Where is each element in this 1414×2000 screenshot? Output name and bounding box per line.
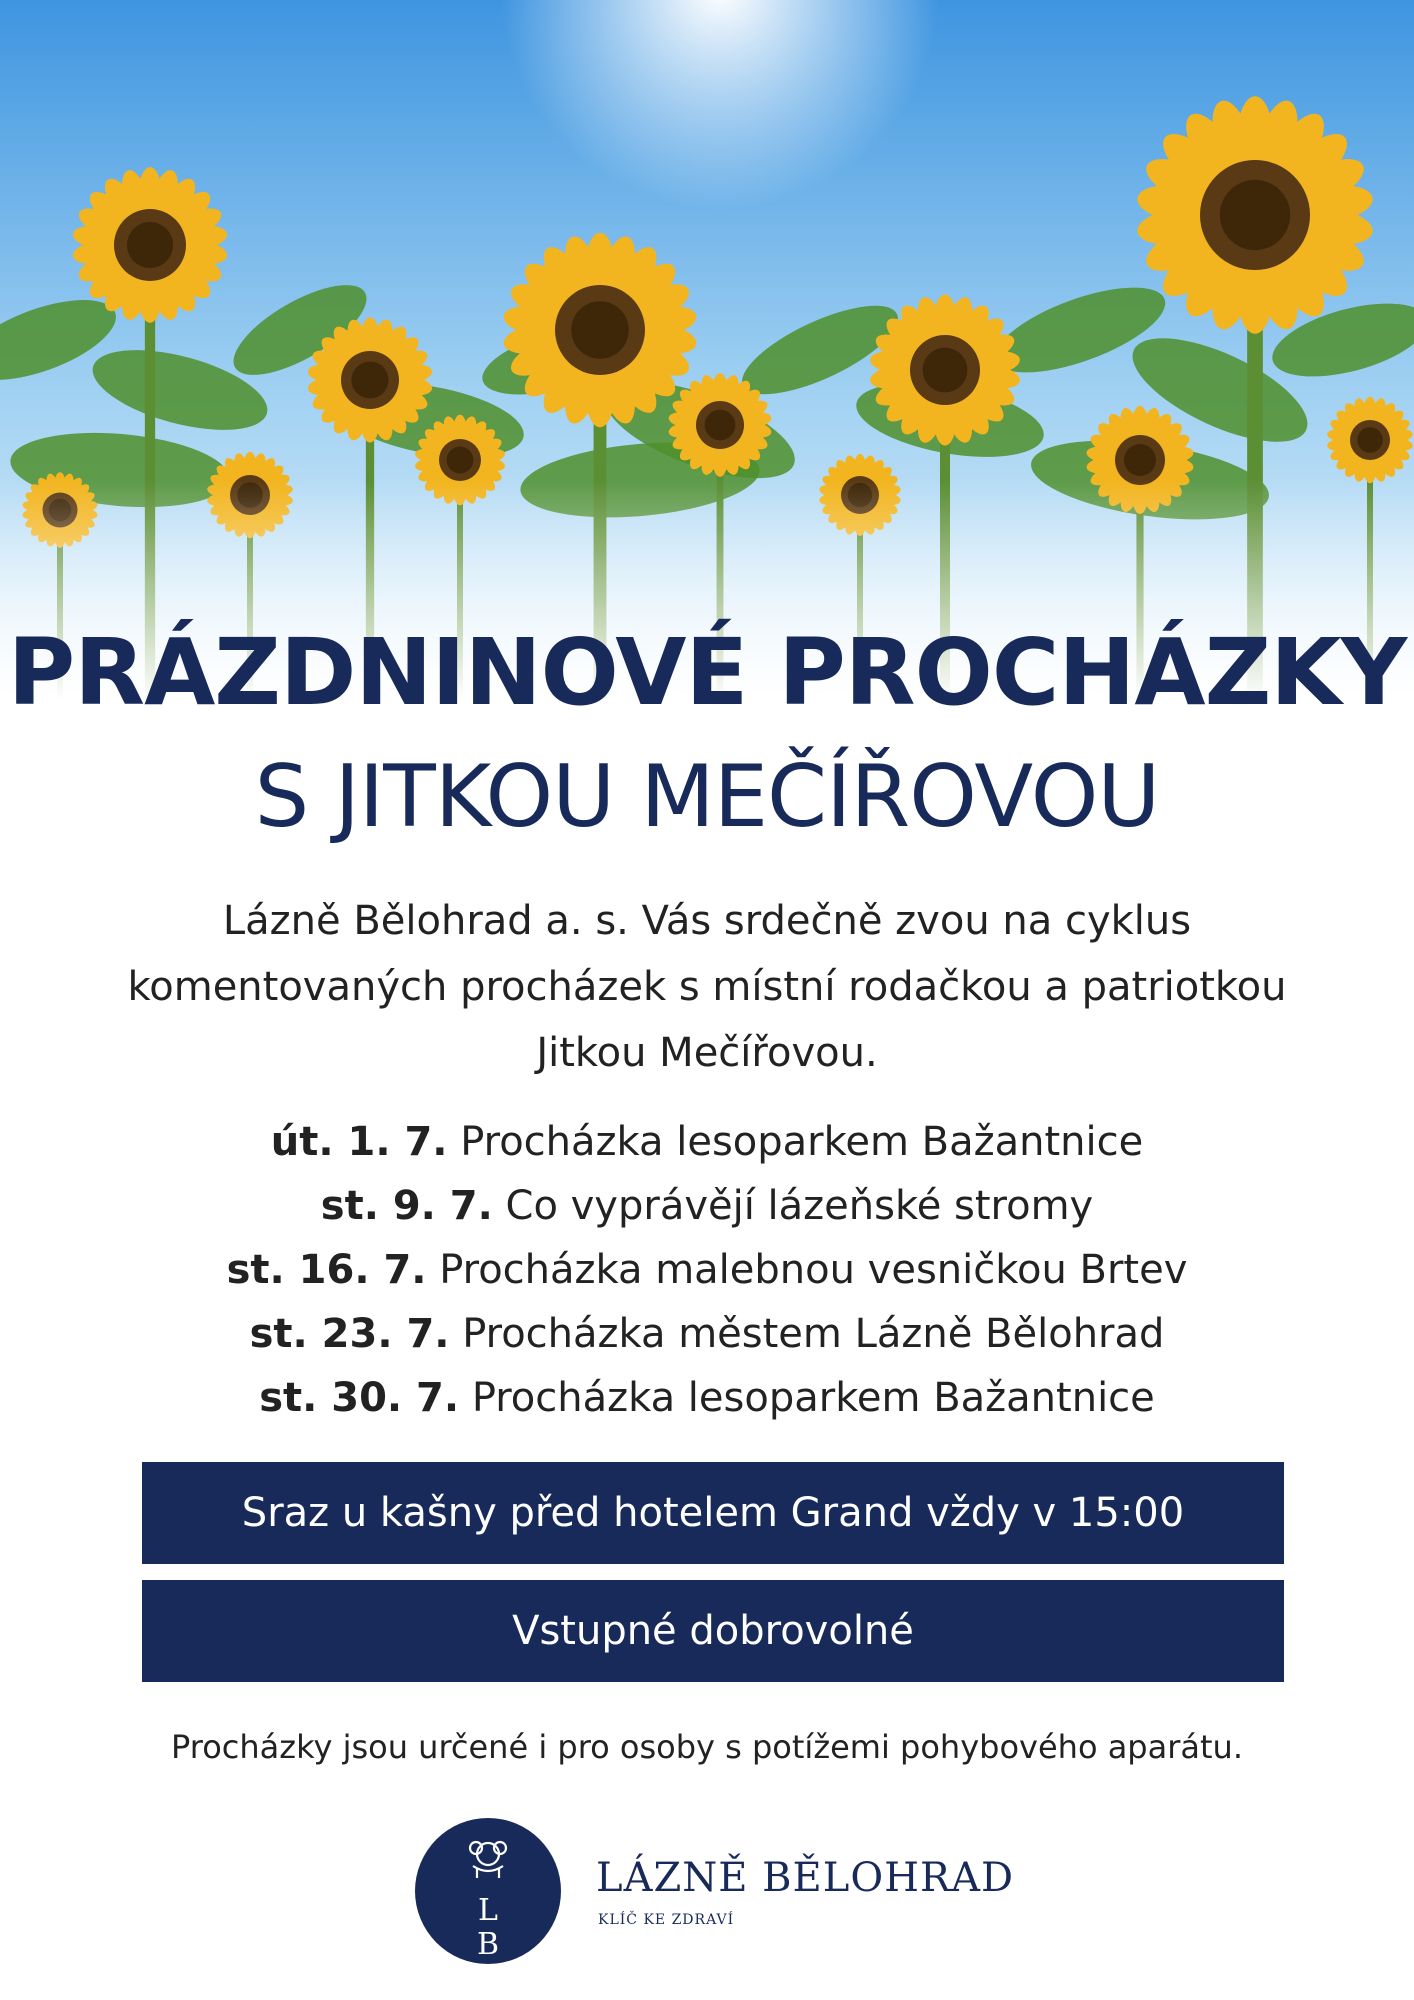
meeting-point-banner: Sraz u kašny před hotelem Grand vždy v 15:00 <box>142 1462 1284 1564</box>
logo-monogram-b: B <box>476 1927 500 1962</box>
accessibility-note: Procházky jsou určené i pro osoby s potížemi pohybového aparátu. <box>171 1728 1243 1766</box>
schedule-item <box>0 1174 1414 1238</box>
hero-sunflower-image <box>0 0 1414 700</box>
schedule-title: Co vyprávějí lázeňské stromy <box>505 1183 1094 1229</box>
intro-paragraph <box>80 888 1334 1086</box>
title-line-2: S JITKOU MEČÍŘOVOU <box>254 747 1160 847</box>
schedule-title: Procházka městem Lázně Bělohrad <box>462 1311 1165 1357</box>
schedule-list <box>0 1110 1414 1430</box>
schedule-item <box>0 1110 1414 1174</box>
schedule-date: st. 9. 7. <box>320 1183 493 1229</box>
schedule-date: út. 1. 7. <box>270 1119 448 1165</box>
schedule-title: Procházka lesoparkem Bažantnice <box>460 1119 1144 1165</box>
schedule-date: st. 23. 7. <box>249 1311 450 1357</box>
schedule-date: st. 16. 7. <box>226 1247 427 1293</box>
schedule-title: Procházka malebnou vesničkou Brtev <box>439 1247 1188 1293</box>
logo-tagline: KLÍČ KE ZDRAVÍ <box>598 1912 735 1928</box>
intro-line: Jitkou Mečířovou. <box>536 1030 878 1076</box>
schedule-title: Procházka lesoparkem Bažantnice <box>471 1375 1155 1421</box>
entry-fee-banner: Vstupné dobrovolné <box>142 1580 1284 1682</box>
intro-line: komentovaných procházek s místní rodačkou a patriotkou <box>127 964 1287 1010</box>
title-line-1: PRÁZDNINOVÉ PROCHÁZKY <box>7 619 1407 726</box>
schedule-date: st. 30. 7. <box>259 1375 460 1421</box>
schedule-item <box>0 1238 1414 1302</box>
key-emblem-icon <box>415 1818 561 1964</box>
schedule-item <box>0 1302 1414 1366</box>
schedule-item <box>0 1366 1414 1430</box>
logo-monogram-l: L <box>478 1893 498 1928</box>
logo-wordmark: LÁZNĚ BĚLOHRAD <box>596 1855 1015 1901</box>
intro-line: Lázně Bělohrad a. s. Vás srdečně zvou na cyklus <box>222 898 1192 944</box>
